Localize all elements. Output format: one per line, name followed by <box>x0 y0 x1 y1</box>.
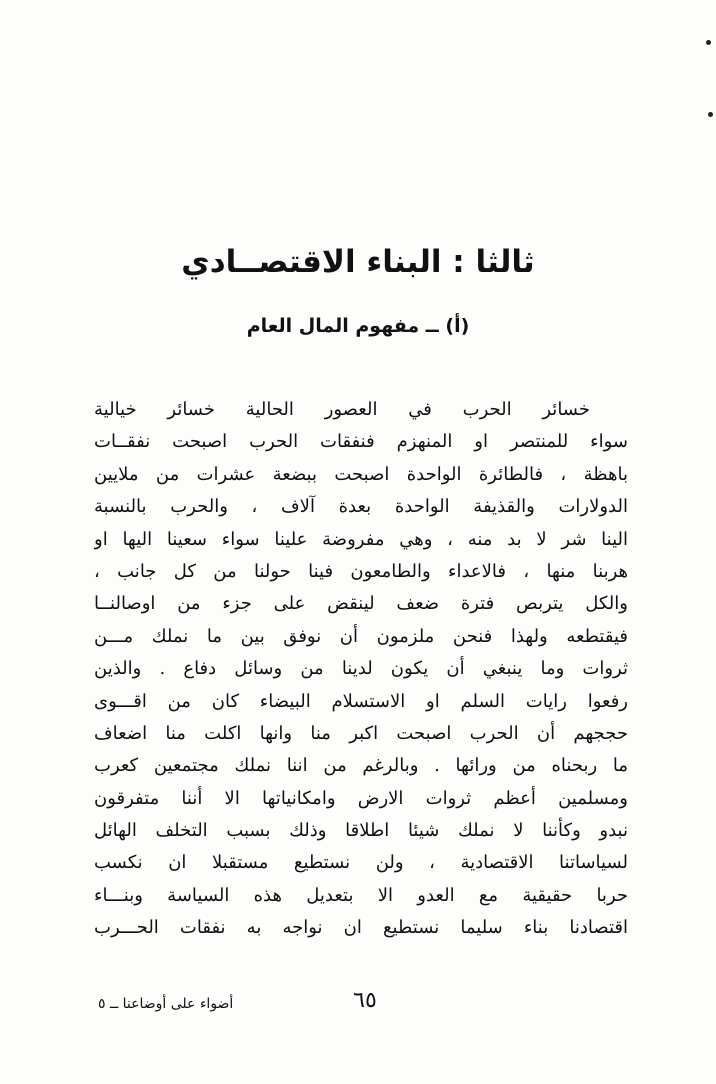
text-line: لسياساتنا الاقتصادية ، ولن نستطيع مستقبلا ان نكسب <box>94 852 628 874</box>
text-line: ما ربحناه من ورائها . وبالرغم من اننا نملك مجتمعين كعرب <box>94 755 628 777</box>
text-line: اقتصادنا بناء سليما نستطيع ان نواجه به نفقات الحـــرب <box>94 917 628 939</box>
text-line: الينا شر لا بد منه ، وهي مفروضة علينا سواء سعينا اليها او <box>94 528 628 550</box>
chapter-title: ثالثا : البناء الاقتصــادي <box>181 244 535 280</box>
margin-dot <box>708 112 713 117</box>
body-paragraph <box>94 394 628 945</box>
margin-dot <box>706 40 711 45</box>
text-line: الدولارات والقذيفة الواحدة بعدة آلاف ، والحرب بالنسبة <box>94 496 628 518</box>
text-line: خسائر الحرب في العصور الحالية خسائر خيالية <box>94 399 590 420</box>
running-footer-title: أضواء على أوضاعنا ــ ٥ <box>98 996 234 1012</box>
text-line: سواء للمنتصر او المنهزم فنفقات الحرب اصبحت نفقــات <box>94 431 628 453</box>
section-title: (أ) ــ مفهوم المال العام <box>246 315 470 337</box>
text-line: فيقتطعه ولهذا فنحن ملزمون أن نوفق بين ما نملك مـــن <box>94 625 628 647</box>
text-line: ثروات وما ينبغي أن يكون لدينا من وسائل دفاع . والذين <box>94 658 628 680</box>
text-line: حججهم أن الحرب اصبحت اكبر منا وانها اكلت منا اضعاف <box>94 722 628 744</box>
text-line: رفعوا رايات السلم او الاستسلام البيضاء كان من اقـــوى <box>94 690 628 712</box>
text-line: ومسلمين أعظم ثروات الارض وامكانياتها الا أننا متفرقون <box>94 787 628 809</box>
text-line: باهظة ، فالطائرة الواحدة اصبحت ببضعة عشرات من ملايين <box>94 463 628 485</box>
text-line: والكل يتربص فترة ضعف لينقض على جزء من اوصالنــا <box>94 593 628 615</box>
text-line: هربنا منها ، فالاعداء والطامعون فينا حولنا من كل جانب ، <box>94 560 628 582</box>
text-line: نبدو وكأننا لا نملك شيئا اطلاقا وذلك بسبب التخلف الهائل <box>94 820 628 842</box>
text-line: حربا حقيقية مع العدو الا بتعديل هذه السياسة وبنـــاء <box>94 884 628 906</box>
page-number: ٦٥ <box>353 988 377 1013</box>
